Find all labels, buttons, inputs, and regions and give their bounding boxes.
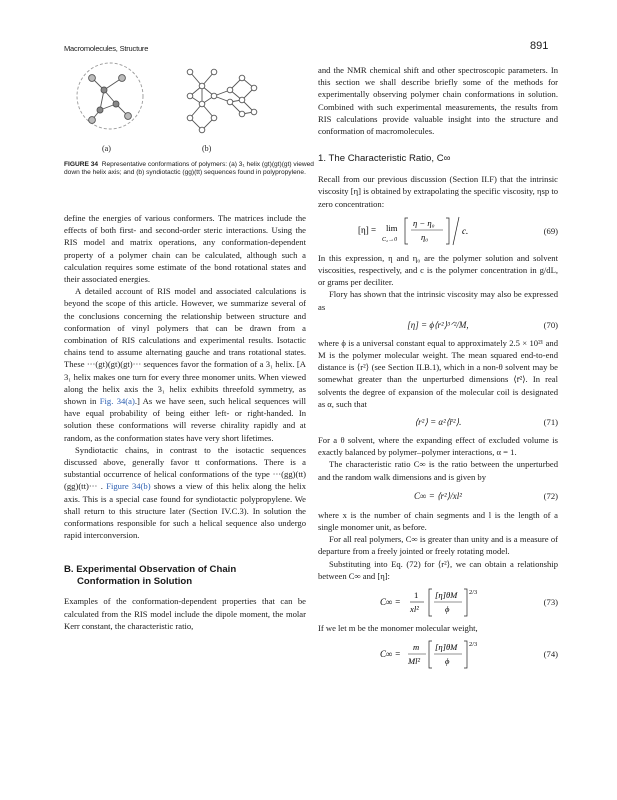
atom: [251, 85, 257, 91]
atom: [187, 93, 193, 99]
equation-number: (73): [543, 596, 558, 607]
eq74-bracket-numerator: [η]θM: [435, 642, 458, 653]
caption-label: FIGURE 34: [64, 161, 99, 168]
atom: [199, 101, 205, 107]
equation-body: [η] = ϕ⟨r²⟩³ᐟ²/M,: [407, 319, 469, 330]
figure-caption: [64, 161, 314, 178]
atom: [211, 93, 217, 99]
figure-label-a: (a): [102, 144, 111, 153]
page-number: 891: [530, 40, 549, 52]
atom: [239, 97, 245, 103]
atom: [211, 115, 217, 121]
eq73-bracket-denominator: ϕ: [445, 604, 450, 615]
eq74-left-bracket: [429, 641, 432, 668]
eq69-right-bracket: [446, 218, 449, 244]
paragraph: Examples of the conformation-dependent properties that can be calculated from the RIS model include the dipole moment, the molar Kerr constant, the characteristic ratio,: [64, 596, 306, 631]
eq69-tail: c.: [462, 225, 469, 236]
paragraph: Flory has shown that the intrinsic viscosity may also be expressed as: [318, 289, 558, 312]
equation-69-drawing: [358, 214, 508, 248]
section-heading-line: B. Experimental Observation of Chain: [64, 564, 237, 576]
equation-number: (74): [543, 649, 558, 660]
atom: [251, 109, 257, 115]
paragraph: [64, 444, 306, 542]
eq69-lim: lim: [386, 222, 398, 233]
eq73-lhs: C∞ =: [380, 597, 401, 608]
eq69-left-bracket: [405, 218, 408, 244]
paragraph: where x is the number of chain segments and l is the length of a single monomer unit, as before.: [318, 509, 558, 533]
paragraph: In this expression, η and η₀ are the polymer solution and solvent viscosities, respectively, and c is the polymer concentration in g/dL, or grams per deciliter.: [318, 252, 558, 288]
equation-number: (70): [543, 319, 558, 330]
equation-71: [318, 414, 558, 430]
eq69-limit-subscript: C₂→0: [382, 236, 398, 243]
equation-number: (69): [543, 225, 558, 236]
equation-72: [318, 487, 558, 505]
eq74-right-bracket: [464, 641, 467, 668]
right-column: [318, 64, 558, 674]
atom: [89, 117, 96, 124]
section-heading: [64, 564, 306, 587]
paragraph: and the NMR chemical shift and other spectroscopic parameters. In this section we shall describe briefly some of the methods for experimentally observing polymer chain conformations in solution. Combined with such experimental measurements, the results from RIS calculations provide valuable insight into the structure and conformation of macromolecules.: [318, 65, 558, 137]
paragraph: For all real polymers, C∞ is greater than unity and is a measure of departure from a freely jointed or freely rotating model.: [318, 534, 558, 557]
atom: [199, 83, 205, 89]
atom: [89, 75, 96, 82]
atom: [187, 69, 193, 75]
eq69-numerator: η − η₀: [413, 217, 435, 228]
atom: [211, 69, 217, 75]
paragraph: define the energies of various conformers. The matrices include the effects of both first- and second-order steric interactions. Using the RIS model and matrix operations, any conformation-dependent property of a polymer chain can be calculated, although such a calculation requires some estimate of the bond rotational states and their associated energies.: [64, 213, 306, 285]
eq73-exponent: 2/3: [469, 589, 478, 597]
equation-number: (71): [543, 416, 558, 427]
atom: [101, 87, 107, 93]
section-heading-line: Conformation in Solution: [77, 575, 193, 587]
equation-74-drawing: [380, 638, 500, 670]
eq73-fraction-numerator: 1: [414, 590, 419, 601]
paragraph: Substituting into Eq. (72) for ⟨r²⟩, we can obtain a relationship between C∞ and [η]:: [318, 558, 558, 581]
paragraph-text: shows a view of this helix along the helix axis. This is a special case found for syndiotactic polypropylene. We shall return to this structure later (Section IV.C.3). In solution the conformations responsible for such a helical sequence also undergo rapid interconversion.: [64, 481, 306, 541]
subsection-heading: 1. The Characteristic Ratio, C∞: [318, 153, 451, 165]
eq73-bracket-numerator: [η]θM: [435, 590, 458, 601]
paragraph: [64, 285, 306, 444]
atom: [239, 75, 245, 81]
eq69-denominator: η₀: [421, 231, 429, 242]
eq69-slash: [453, 217, 459, 245]
atom: [227, 87, 233, 93]
figure-34a-link[interactable]: Fig. 34(a): [99, 396, 135, 407]
helix-dashed-circle: [77, 63, 143, 129]
paragraph: For a θ solvent, where the expanding effect of excluded volume is exactly balanced by polymer–polymer interactions, α = 1.: [318, 435, 558, 458]
atom: [97, 107, 103, 113]
caption-text: Representative conformations of polymers: (a) 3₁ helix (gt)(gt)(gt) viewed down the helix axis; and (b) syndiotactic (gg)(tt) sequences found in polypropylene.: [64, 161, 314, 177]
eq74-fraction-numerator: m: [413, 642, 420, 653]
atom: [125, 113, 132, 120]
paragraph-text: Syndiotactic chains, in contrast to the isotactic sequences discussed above, generally favor tt conformations. There is a substantial occurrence of helical conformations of the type ···(gg)(tt) (gg)(tt)··· .: [64, 444, 306, 492]
eq69-lhs: [η] =: [358, 224, 377, 235]
paragraph-text: A detailed account of RIS model and associated calculations is beyond the scope of this article. However, we summarize several of the conclusions concerning the relationship between structure and conformation of vinyl polymers that can be drawn from a combination of RIS calculations and experimental results. Isotactic chains tend to assume alternating gauche and trans rotational states. These ···(gt)(gt)(gt)··· sequences favor the formation of a 3₁ helix. [A 3₁ helix makes one turn for every three monomer units. When viewed along the helix axis the 3₁ helix exhibits threefold symmetry, as shown in: [64, 286, 306, 407]
eq73-right-bracket: [464, 589, 467, 616]
paragraph: where ϕ is a universal constant equal to approximately 2.5 × 10²¹ and M is the polymer molecular weight. The mean squared end-to-end distance is ⟨r²⟩ (see Section II.B.1), which in a non-θ solvent may be somewhat greater than the unperturbed dimensions ⟨r̄²⟩. In real solvents the degree of expansion of the molecular coil is designated as α, such that: [318, 337, 558, 409]
atom: [113, 101, 119, 107]
equation-body: ⟨r²⟩ = α²⟨r̄²⟩.: [414, 417, 462, 428]
equation-body: C∞ = ⟨r²⟩/xl²: [414, 490, 462, 501]
figure-34b-link[interactable]: Figure 34(b): [106, 481, 151, 492]
equation-number: (72): [543, 490, 558, 501]
eq73-fraction-denominator: xl²: [410, 604, 419, 615]
left-column: [64, 212, 306, 632]
figure-34b-syndiotactic: [187, 69, 257, 133]
equation-69: [318, 214, 558, 248]
eq74-fraction-denominator: Ml²: [408, 656, 421, 667]
atom: [187, 115, 193, 121]
eq74-bracket-denominator: ϕ: [445, 656, 450, 667]
eq74-exponent: 2/3: [469, 641, 478, 649]
paragraph: The characteristic ratio C∞ is the ratio between the unperturbed and the random walk dimensions and is given by: [318, 459, 558, 482]
running-header: Macromolecules, Structure: [64, 44, 149, 53]
equation-73: [318, 586, 558, 618]
paragraph: Recall from our previous discussion (Section II.F) that the intrinsic viscosity [η] is obtained by extrapolating the specific viscosity, ηsp to zero concentration:: [318, 174, 558, 209]
atom: [239, 111, 245, 117]
atom: [119, 75, 126, 82]
figure-34a-helix: [77, 63, 143, 129]
figure-label-b: (b): [202, 144, 212, 153]
equation-73-drawing: [380, 586, 500, 618]
atom: [227, 99, 233, 105]
atom: [199, 127, 205, 133]
eq73-left-bracket: [429, 589, 432, 616]
equation-74: [318, 638, 558, 670]
eq74-lhs: C∞ =: [380, 649, 401, 660]
paragraph: If we let m be the monomer molecular weight,: [318, 623, 478, 634]
paragraph-text: .] As we have seen, such helical sequences will have equal probability of being either left- or right-handed. In solution these conformations will reverse chirality rapidly and at random, as the conformation states have very short lifetimes.: [64, 396, 306, 443]
figure-34-drawing: [72, 60, 272, 140]
equation-70: [318, 317, 558, 333]
